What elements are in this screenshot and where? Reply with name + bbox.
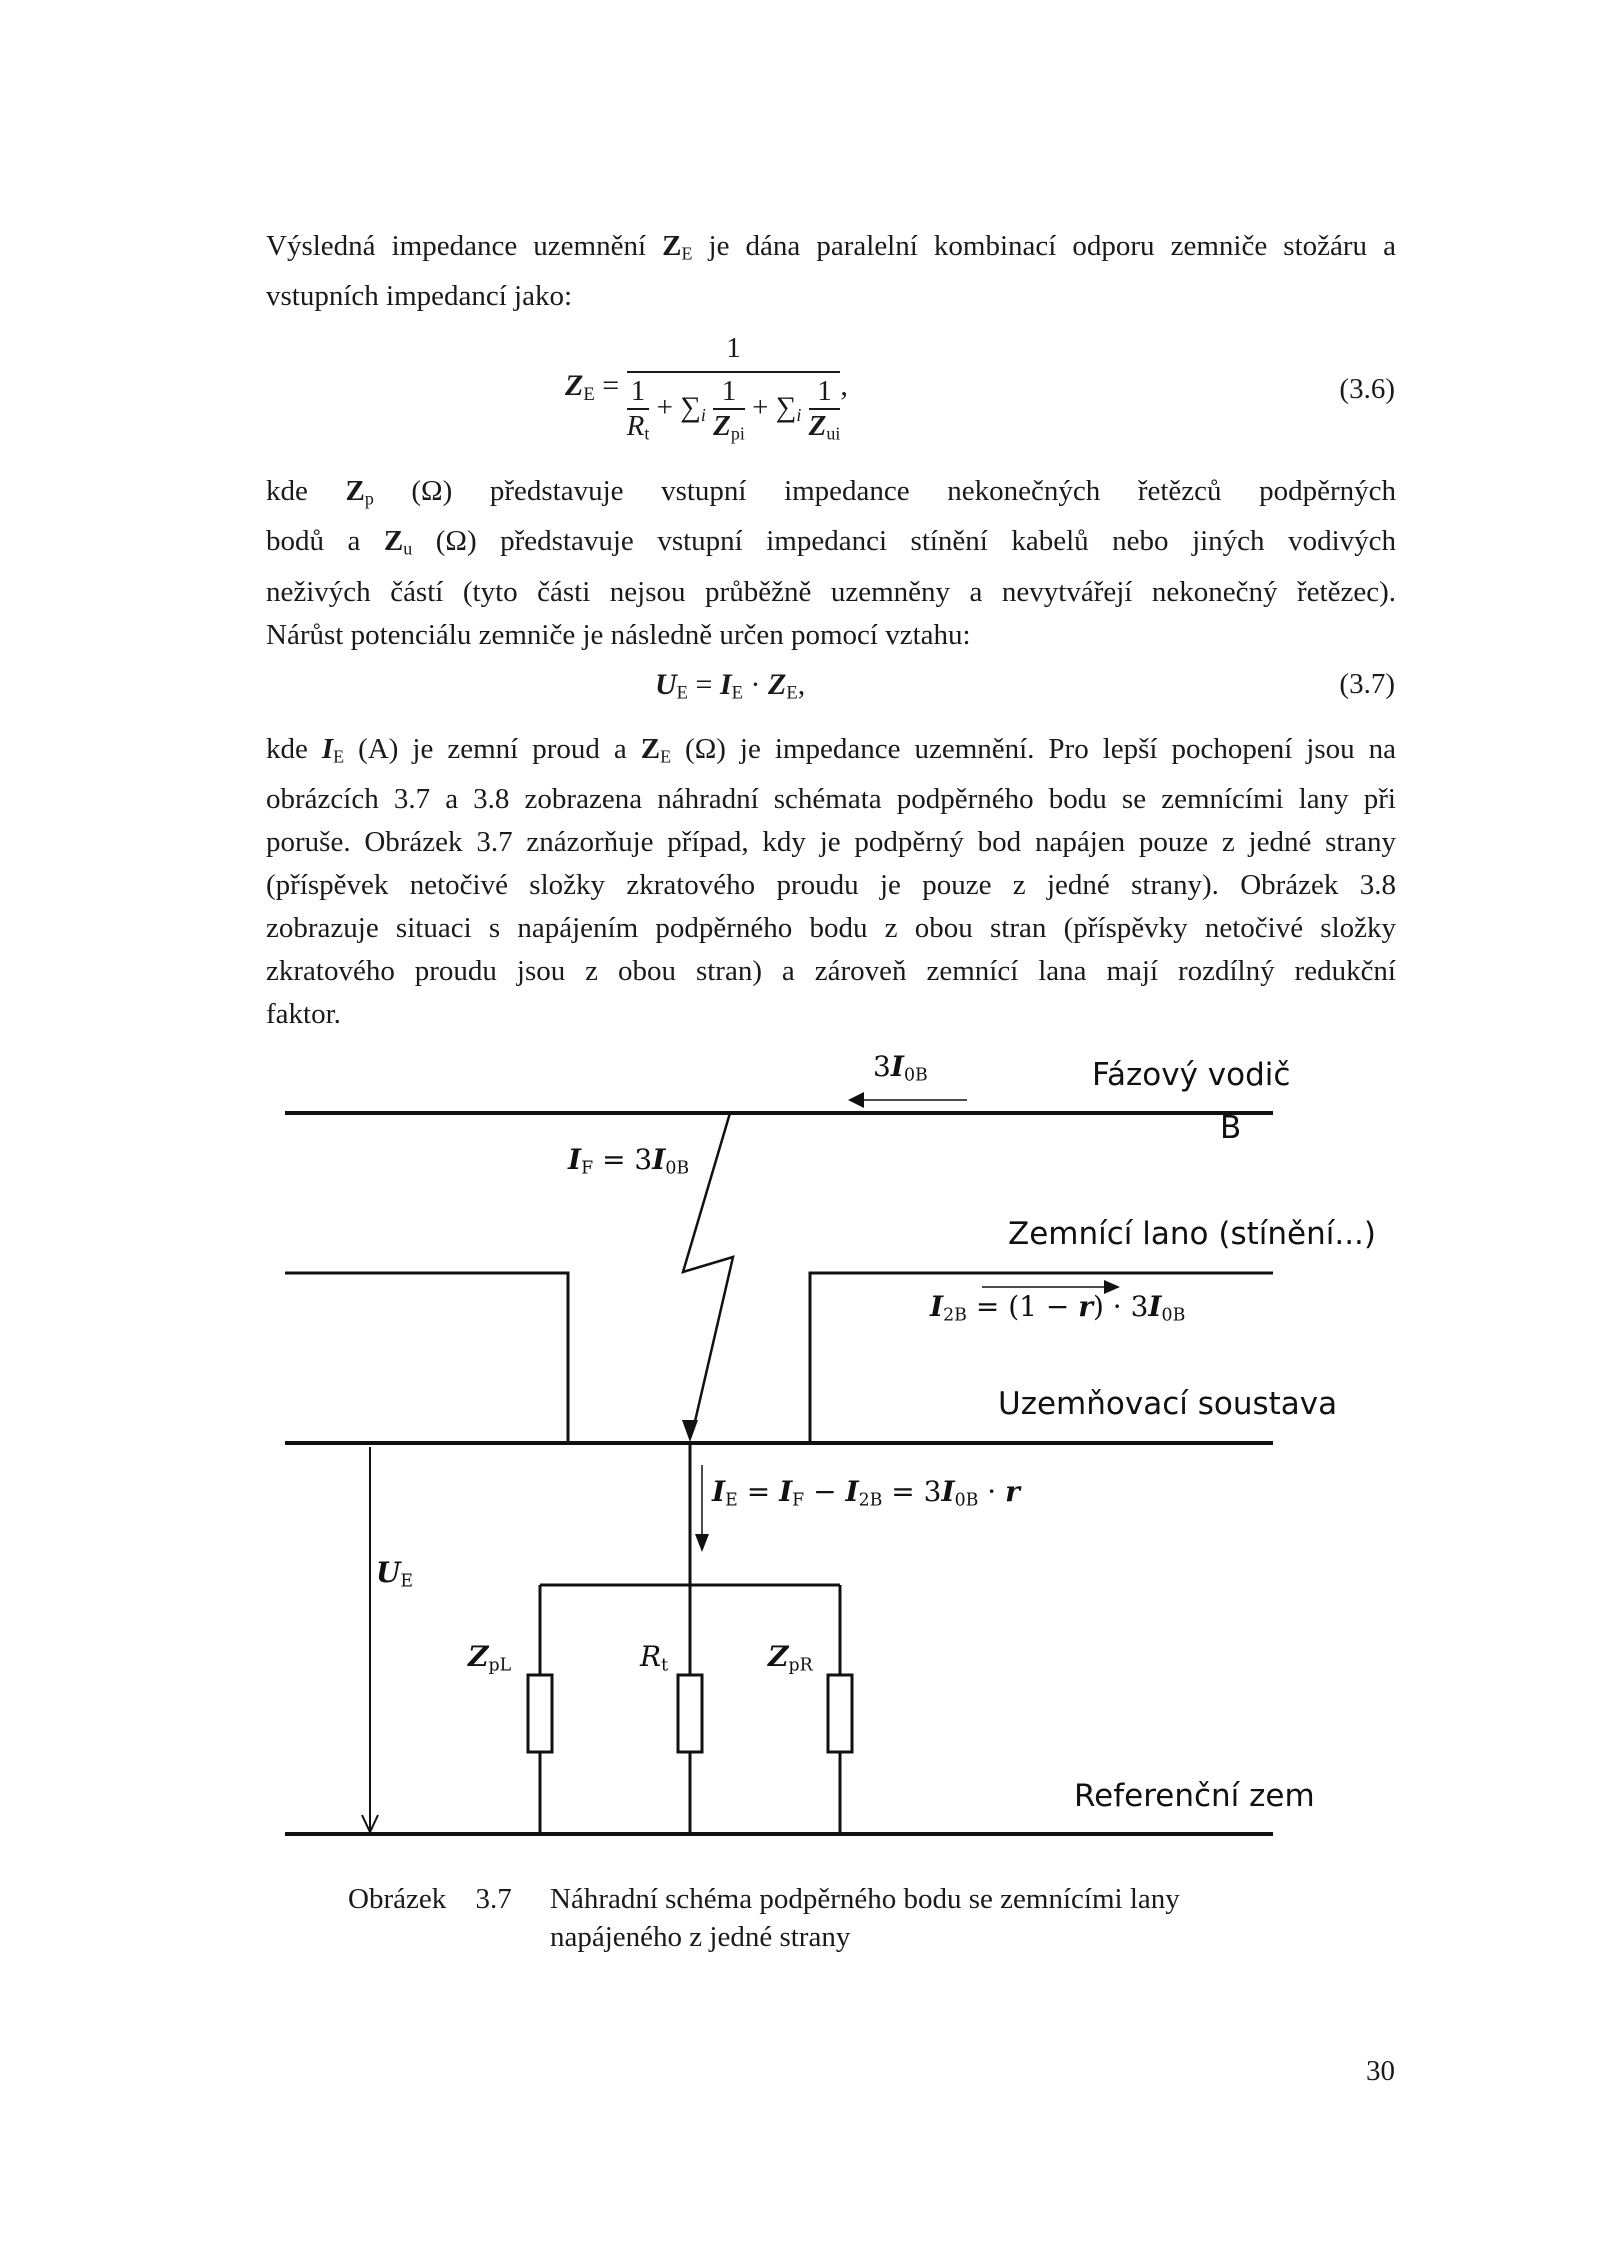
sum-sign: ∑ [680, 391, 701, 424]
text: vstupních impedancí jako: [266, 280, 573, 313]
text: kde [266, 475, 346, 507]
caption-label: Obrázek [348, 1883, 447, 1915]
symbol-i: I [321, 733, 334, 765]
symbol-i: I [568, 1143, 582, 1176]
subscript: p [364, 488, 374, 509]
text: kde [266, 733, 322, 765]
subscript: E [731, 682, 743, 704]
subscript: F [792, 1490, 805, 1511]
symbol-z: Z [662, 230, 682, 262]
caption-title-line: napájeného z jedné strany [550, 1921, 851, 1953]
subscript: 2B [858, 1490, 883, 1511]
symbol-i: I [652, 1143, 666, 1176]
equals-sign: = [695, 668, 713, 701]
equals-coefficient: = 3 [602, 1143, 653, 1176]
text: bodů a [266, 525, 384, 558]
subscript: E [676, 682, 689, 704]
symbol-i: I [779, 1475, 793, 1508]
text: = 3 [882, 1475, 942, 1508]
resistance-rt-symbol [678, 1675, 702, 1752]
subscript: pR [788, 1655, 813, 1676]
subscript: t [644, 423, 650, 444]
equation-number: (3.6) [1339, 373, 1395, 405]
symbol-z: Z [565, 369, 584, 403]
text: zkratového proudu jsou z obou stran) a zároveň zemnící lana mají rozdílný redukční [266, 955, 1396, 988]
subscript: pi [730, 423, 745, 444]
subscript: F [581, 1158, 594, 1179]
figure-caption [348, 1880, 1180, 1953]
comma: , [797, 668, 806, 701]
ground-wire-label: Zemnící lano (stínění...) [1008, 1216, 1377, 1252]
subscript: E [786, 682, 798, 704]
sum-index: i [796, 404, 802, 425]
subscript: E [333, 746, 345, 767]
symbol-z: Z [383, 525, 404, 558]
fault-current-label [568, 1143, 689, 1178]
text: · [978, 1475, 1006, 1508]
symbol-i: I [890, 1050, 904, 1083]
symbol-u: U [376, 1556, 401, 1589]
text: (Ω) představuje vstupní impedanci stínění kabelů nebo jiných vodivých [412, 525, 1397, 558]
numerator: 1 [627, 332, 841, 373]
symbol-r: R [626, 410, 645, 442]
ground-wire-left [285, 1273, 568, 1442]
text: (Ω) je impedance uzemnění. Pro lepší pochopení jsou na [671, 733, 1396, 765]
earthing-system-label: Uzemňovací soustava [998, 1386, 1338, 1422]
text: neživých částí (tyto části nejsou průběžně uzemněny a nevytvářejí nekonečný řetězec). [266, 575, 1396, 608]
text: faktor. [266, 998, 341, 1031]
phase-name-label: B [1220, 1110, 1242, 1146]
impedance-zpr-symbol [828, 1675, 852, 1752]
text: poruše. Obrázek 3.7 znázorňuje případ, kdy je podpěrný bod napájen pouze z jedné strany [266, 826, 1396, 859]
symbol-z: Z [468, 1640, 489, 1673]
subscript: 0B [1161, 1305, 1186, 1326]
symbol-i: I [930, 1290, 944, 1323]
symbol-z: Z [768, 668, 787, 701]
caption-title-line: Náhradní schéma podpěrného bodu se zemnícími lany [550, 1883, 1180, 1915]
plus-sign: + [656, 391, 673, 424]
equation-number: (3.7) [1339, 668, 1395, 700]
dot-operator: · [750, 668, 761, 701]
symbol-i: I [1148, 1290, 1162, 1323]
caption-number: 3.7 [475, 1883, 512, 1915]
impedance-zpl-label [468, 1640, 511, 1675]
text: = (1 − [975, 1290, 1079, 1323]
ground-wire-current-label [930, 1290, 1185, 1325]
comma: , [840, 369, 848, 403]
numerator: 1 [809, 375, 841, 410]
symbol-i: I [712, 1475, 726, 1508]
symbol-z: Z [768, 1640, 789, 1673]
coefficient: 3 [873, 1050, 891, 1083]
phase-current-label [873, 1050, 928, 1085]
subscript: u [403, 538, 413, 559]
fault-arrowhead [682, 1420, 698, 1442]
numerator: 1 [627, 375, 650, 410]
plus-sign: + [752, 391, 769, 424]
symbol-z: Z [345, 475, 365, 507]
caption-title [550, 1880, 1270, 1956]
symbol-z: Z [808, 410, 827, 442]
subscript: pL [488, 1655, 512, 1676]
symbol-z: Z [713, 410, 731, 442]
subscript: E [583, 383, 595, 405]
sum-index: i [700, 404, 706, 425]
symbol-r: R [640, 1640, 662, 1673]
earth-current-label [712, 1475, 1020, 1510]
subscript: E [681, 243, 693, 264]
equals-sign: = [602, 369, 620, 403]
symbol-i: I [941, 1475, 955, 1508]
symbol-i: I [845, 1475, 859, 1508]
subscript: t [661, 1655, 669, 1676]
sum-sign: ∑ [775, 391, 797, 424]
numerator: 1 [713, 375, 745, 410]
fault-path-zigzag [683, 1113, 733, 1430]
text: (příspěvek netočivé složky zkratového proudu je pouze z jedné strany). Obrázek 3.8 [266, 869, 1396, 902]
symbol-i: I [719, 668, 732, 701]
text: je dána paralelní kombinací odporu zemniče stožáru a [692, 230, 1396, 262]
subscript: 0B [954, 1490, 979, 1511]
subscript: 0B [665, 1158, 690, 1179]
impedance-zpl-symbol [528, 1675, 552, 1752]
symbol-r: r [1005, 1475, 1020, 1508]
text: zobrazuje situaci s napájením podpěrného bodu z obou stran (příspěvky netočivé složky [266, 912, 1396, 945]
voltage-ue-label [376, 1556, 413, 1591]
text: = [737, 1475, 780, 1508]
text: obrázcích 3.7 a 3.8 zobrazena náhradní schémata podpěrného bodu se zemnícími lany při [266, 783, 1396, 816]
symbol-u: U [655, 668, 677, 701]
reference-earth-label: Referenční zem [1074, 1778, 1315, 1814]
subscript: E [660, 746, 672, 767]
text: Výsledná impedance uzemnění [266, 230, 663, 262]
text: (Ω) představuje vstupní impedance nekonečných řetězců podpěrných [373, 475, 1396, 507]
phase-conductor-label: Fázový vodič [1092, 1057, 1291, 1093]
symbol-z: Z [640, 733, 661, 765]
text: Nárůst potenciálu zemniče je následně určen pomocí vztahu: [266, 618, 971, 651]
subscript: 2B [943, 1305, 967, 1326]
text: ) · 3 [1092, 1290, 1149, 1323]
page-number: 30 [1366, 2055, 1395, 2087]
resistance-rt-label [640, 1640, 668, 1675]
subscript: E [725, 1490, 738, 1511]
impedance-zpr-label [768, 1640, 813, 1675]
symbol-r: r [1078, 1290, 1093, 1323]
subscript: ui [826, 423, 841, 444]
text: − [804, 1475, 846, 1508]
text: (A) je zemní proud a [344, 733, 641, 765]
subscript: E [400, 1571, 414, 1592]
subscript: 0B [903, 1065, 928, 1086]
